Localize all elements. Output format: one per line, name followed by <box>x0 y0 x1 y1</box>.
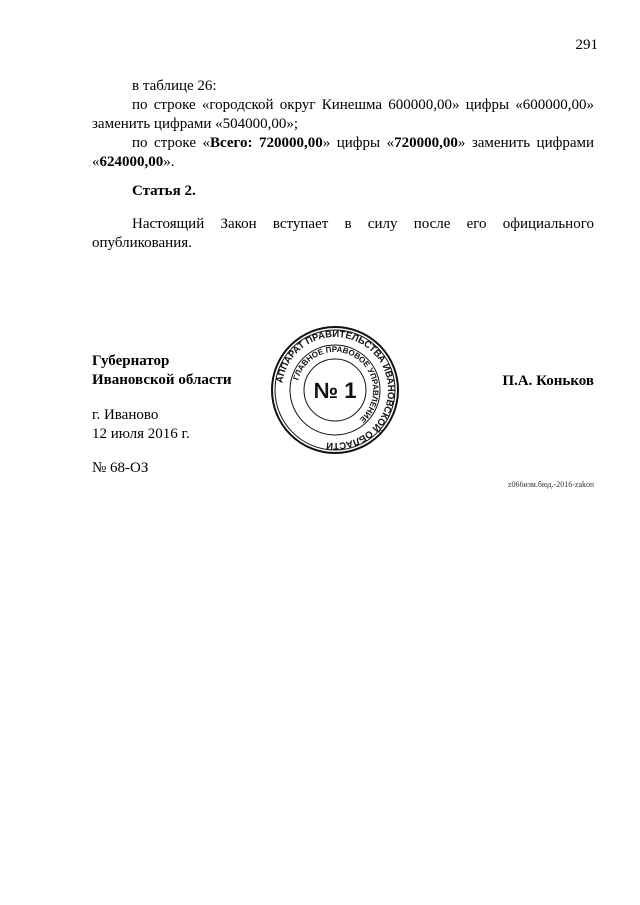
text-fragment: ». <box>163 154 175 170</box>
bold-old-value: 720000,00 <box>394 135 458 151</box>
article-body <box>92 215 594 253</box>
signatory-name: П.А. Коньков <box>502 373 594 389</box>
signatory-title-line-2: Ивановской области <box>92 372 232 388</box>
seal-outer-text: АППАРАТ ПРАВИТЕЛЬСТВА ИВАНОВСКОЙ ОБЛАСТИ <box>274 328 397 452</box>
date: 12 июля 2016 г. <box>92 426 190 442</box>
signatory-title-line-1: Губернатор <box>92 353 170 369</box>
bold-total: Всего: 720000,00 <box>210 135 323 151</box>
article-title: Статья 2. <box>132 183 196 199</box>
amendment-line-2: по строке «городской округ Кинешма 600000,00» цифры «600000,00» заменить цифрами «504000,00»; <box>92 97 594 132</box>
law-number: № 68-ОЗ <box>92 460 149 476</box>
signatory-title <box>92 352 232 390</box>
file-reference: z066изм.бюд.-2016-zakon <box>507 480 594 489</box>
article-text: Настоящий Закон вступает в силу после его официального опубликования. <box>92 216 594 251</box>
seal-center-number: № 1 <box>313 378 357 403</box>
place-date <box>92 406 190 444</box>
seal-inner-text: ГЛАВНОЕ ПРАВОВОЕ УПРАВЛЕНИЕ <box>291 344 381 425</box>
page-number: 291 <box>575 37 598 53</box>
amendment-line-1: в таблице 26: <box>132 78 217 94</box>
amendment-line-3 <box>92 134 594 172</box>
official-seal <box>270 325 400 455</box>
text-fragment: » цифры « <box>322 135 395 151</box>
amendments-block <box>92 77 594 172</box>
text-fragment: по строке « <box>132 135 211 151</box>
bold-new-value: 624000,00 <box>99 154 164 170</box>
place: г. Иваново <box>92 407 159 423</box>
text-fragment: » заменить цифрами « <box>92 135 594 170</box>
